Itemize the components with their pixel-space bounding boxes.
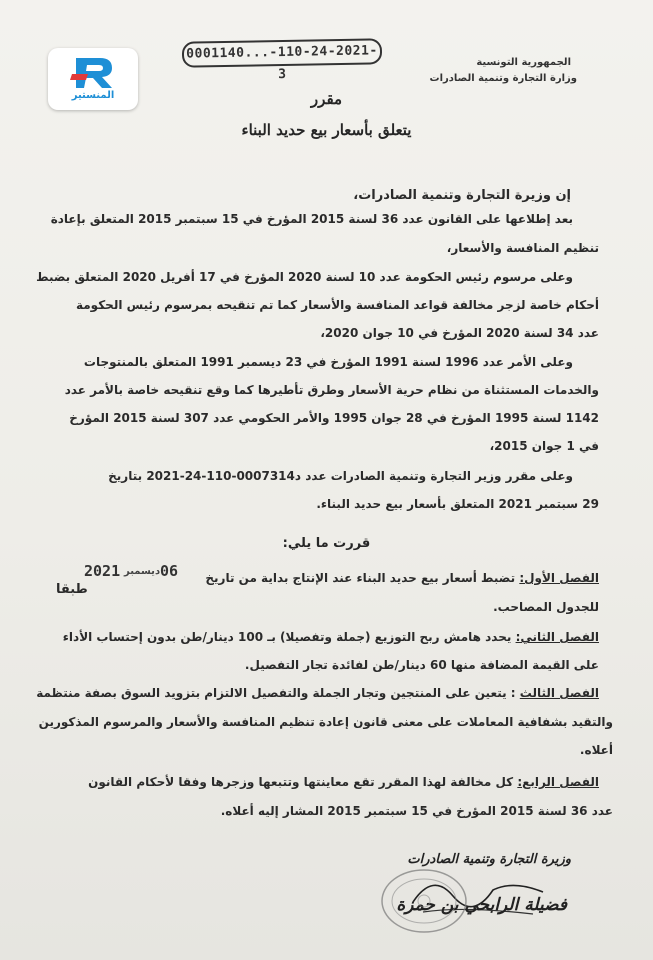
preamble-line: وعلى مقرر وزير التجارة وتنمية الصادرات عدد د0007314-110-24-2021 بتاريخ [108,469,573,483]
article-1 [205,571,599,585]
handwritten-date-month: ديسمبر [124,566,161,577]
handwritten-date-day: 06 [160,562,179,580]
preamble-line: 1142 لسنة 1995 المؤرخ في 28 جوان 1995 والأمر الحكومي عدد 307 لسنة 2015 المؤرخ [69,411,599,425]
preamble-line: في 1 جوان 2015، [489,439,599,453]
article-label: الفصل الرابع: [517,775,599,789]
article-2 [63,630,599,644]
article-text: يحدد هامش ربح التوزيع (جملة وتفصيلا) بـ 100 دينار/طن بدون إحتساب الأداء [62,630,512,644]
signatory-role: وزيرة التجارة وتنمية الصادرات [407,852,571,867]
preamble-line: أحكام خاصة لزجر مخالفة قواعد المنافسة والأسعار كما تم تنقيحه بمرسوم رئيس الحكومة [75,298,599,312]
official-seal-stamp [378,866,470,936]
header-republic: الجمهورية التونسية [476,57,571,68]
reference-number: 0001140...-110-24-2021-3 [182,38,382,67]
article-3 [36,686,599,700]
article-text: : يتعين على المنتجين وتجار الجملة والتفصيل الالتزام بتزويد السوق بصفة منتظمة [36,686,516,700]
handwritten-date-year: 2021 [84,562,121,580]
preamble-line: وعلى الأمر عدد 1996 لسنة 1991 المؤرخ في 23 ديسمبر 1991 المتعلق بالمنتوجات [83,355,573,369]
article-tail: طبقا [56,582,88,597]
article-line: للجدول المصاحب. [493,600,599,614]
preamble-line: والخدمات المستثناة من نظام حرية الأسعار وطرق تأطيرها كما وقع تنقيحه خاصة بالأمر عدد [64,383,599,397]
preamble-line: 29 سبتمبر 2021 المتعلق بأسعار بيع حديد البناء. [316,497,599,511]
r-logo-icon [70,54,116,90]
article-text: كل مخالفة لهذا المقرر تقع معاينتها وتتبعها وزجرها وفقا لأحكام القانون [88,775,514,789]
header-ministry: وزارة التجارة وتنمية الصادرات [429,73,577,84]
article-line: على القيمة المضافة منها 60 دينار/طن لفائدة تجار التفصيل. [244,658,599,672]
logo-caption: المنستير [71,90,115,101]
article-line: أعلاه. [579,743,613,757]
signatory-name: فضيلة الرابحي بن حمزة [396,895,567,915]
preamble-line: عدد 34 لسنة 2020 المؤرخ في 10 جوان 2020، [320,326,599,340]
addressee: إن وزيرة التجارة وتنمية الصادرات، [353,188,571,203]
article-line: والتقيد بشفافية المعاملات على معنى قانون إعادة تنظيم المنافسة والأسعار والمرسوم المذكورين [38,715,613,729]
article-line: عدد 36 لسنة 2015 المؤرخ في 15 سبتمبر 2015 المشار إليه أعلاه. [220,804,613,818]
article-label: الفصل الأول: [519,571,599,585]
preamble-line: بعد إطلاعها على القانون عدد 36 لسنة 2015 المؤرخ في 15 سبتمبر 2015 المتعلق بإعادة [50,212,573,226]
preamble-line: تنظيم المنافسة والأسعار، [446,241,599,255]
decided-heading: قررت ما يلي: [282,536,371,551]
article-4 [88,775,599,789]
preamble-line: وعلى مرسوم رئيس الحكومة عدد 10 لسنة 2020 المؤرخ في 17 أفريل 2020 المتعلق بضبط [36,270,573,284]
document-title: مقرر [310,90,343,108]
document-subject: يتعلق بأسعار بيع حديد البناء [241,121,412,139]
article-label: الفصل الثالث [519,686,599,700]
article-text: تضبط أسعار بيع حديد البناء عند الإنتاج بداية من تاريخ [205,571,516,585]
article-label: الفصل الثاني: [515,630,599,644]
